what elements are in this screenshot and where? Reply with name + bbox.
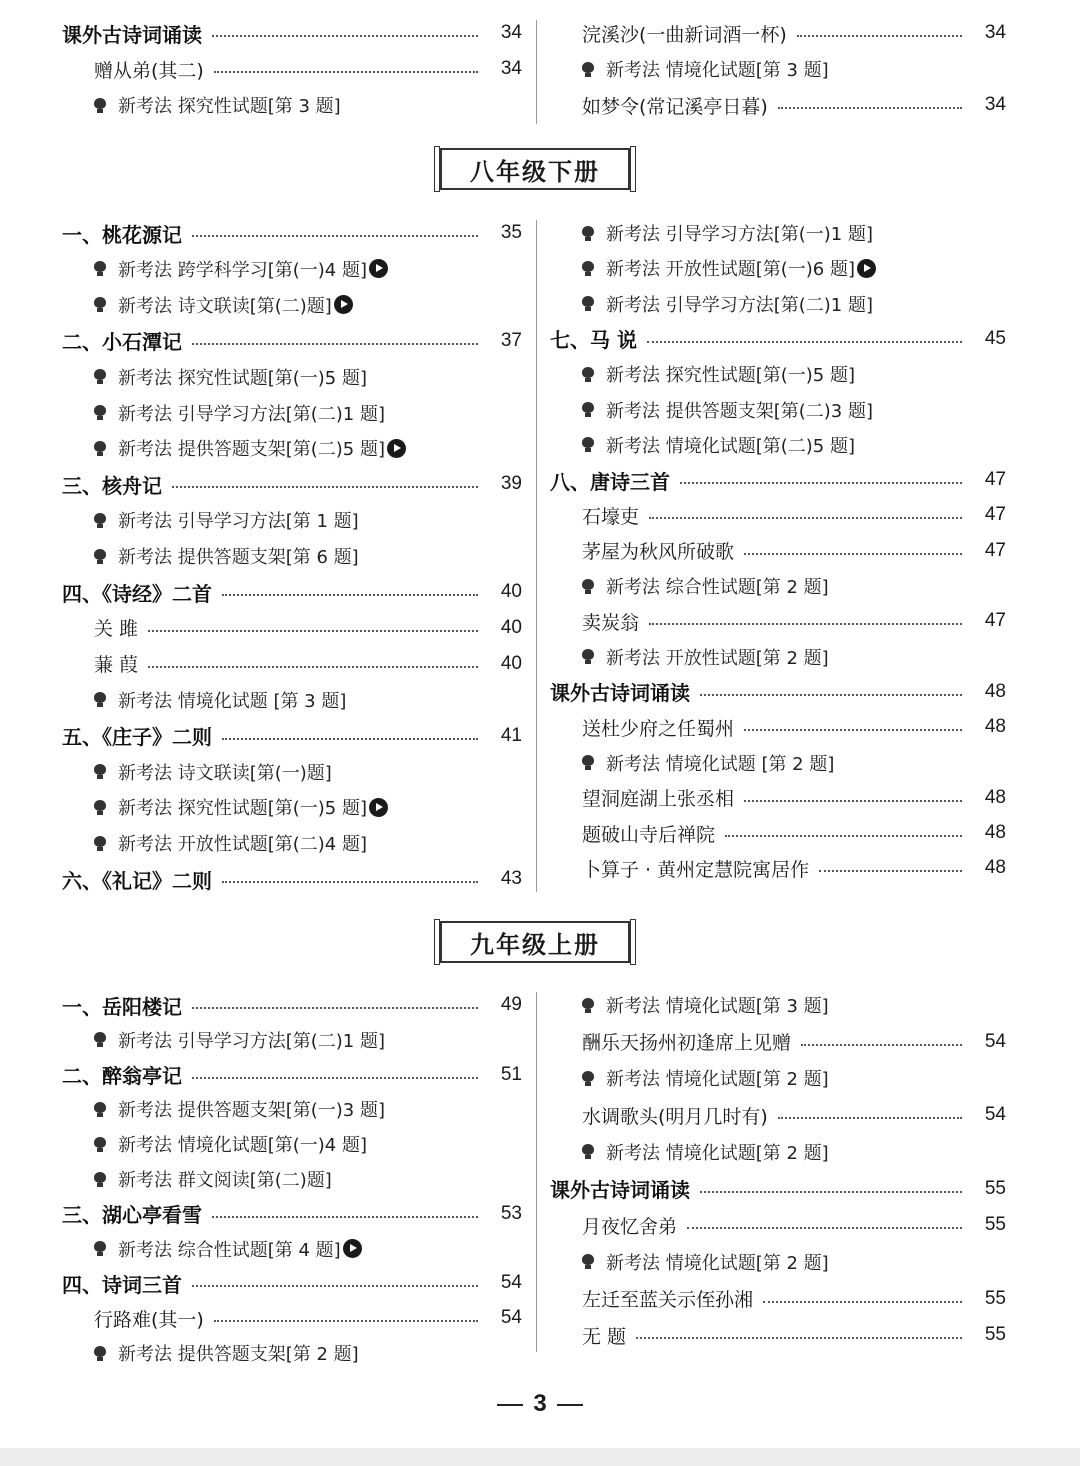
lightbulb-icon [582, 1254, 594, 1269]
section-grade9a [0, 988, 1080, 1365]
toc-entry-label: 新考法 诗文联读[第(二)题] [118, 295, 332, 317]
dot-leader [700, 694, 962, 696]
toc-poem-entry [550, 1208, 1006, 1242]
toc-entry-label: 新考法 跨学科学习[第(一)4 题] [118, 259, 367, 281]
toc-chapter-entry [62, 324, 522, 358]
dot-leader [172, 486, 478, 488]
toc-entry-label: 新考法 综合性试题[第 2 题] [606, 577, 829, 598]
toc-entry-label: 行路难(其一) [94, 1308, 204, 1331]
toc-entry-label: 左迁至蓝关示侄孙湘 [582, 1289, 754, 1312]
toc-entry-label: 新考法 探究性试题[第(一)5 题] [118, 798, 367, 820]
toc-page-number: 35 [500, 222, 522, 243]
toc-page-number: 47 [984, 469, 1006, 491]
toc-chapter-entry [62, 575, 522, 609]
lightbulb-icon [582, 296, 594, 311]
toc-entry-label: 一、岳阳楼记 [62, 994, 182, 1019]
toc-poem-entry [62, 52, 522, 86]
lightbulb-icon [94, 692, 106, 707]
toc-page-number: 55 [984, 1324, 1006, 1346]
toc-entry-label: 课外古诗词诵读 [62, 22, 202, 47]
toc-entry-label: 新考法 情境化试题[第(二)5 题] [606, 435, 855, 457]
toc-page-number: 48 [984, 857, 1006, 879]
toc-entry-label: 三、湖心亭看雪 [62, 1203, 202, 1228]
dot-leader [763, 1301, 962, 1303]
toc-entry-label: 新考法 开放性试题[第(一)6 题] [606, 259, 855, 281]
toc-entry-label: 浣溪沙(一曲新词酒一杯) [582, 23, 787, 46]
column-divider [536, 220, 537, 892]
lightbulb-icon [582, 62, 594, 77]
toc-chapter-entry [62, 216, 522, 250]
dot-leader [192, 1007, 478, 1009]
toc-exam-note [550, 746, 1006, 780]
toc-entry-label: 赠从弟(其二) [94, 59, 204, 82]
toc-page-number: 55 [984, 1287, 1006, 1309]
lightbulb-icon [94, 1241, 106, 1256]
toc-entry-label: 七、马 说 [550, 328, 637, 353]
dash-right [557, 1404, 583, 1406]
toc-entry-label: 新考法 提供答题支架[第 2 题] [118, 1344, 359, 1365]
toc-page-number: 47 [984, 539, 1006, 561]
toc-chapter-entry [62, 1058, 522, 1092]
toc-page-number: 40 [500, 652, 522, 674]
toc-page-number: 54 [500, 1272, 522, 1294]
toc-page-number: 55 [984, 1214, 1006, 1236]
toc-entry-label: 新考法 情境化试题[第 3 题] [606, 60, 829, 81]
toc-entry-label: 五、《庄子》二则 [62, 725, 212, 750]
lightbulb-icon [582, 1144, 594, 1159]
play-video-icon[interactable] [369, 798, 388, 817]
toc-entry-label: 四、诗词三首 [62, 1272, 182, 1297]
lightbulb-icon [582, 579, 594, 594]
toc-page-number: 48 [984, 786, 1006, 808]
toc-entry-label: 茅屋为秋风所破歌 [582, 541, 735, 564]
toc-entry-label: 新考法 引导学习方法[第(二)1 题] [118, 403, 385, 425]
toc-entry-label: 新考法 情境化试题[第 2 题] [606, 1252, 829, 1274]
dot-leader [687, 1227, 962, 1229]
play-video-icon[interactable] [857, 259, 876, 278]
toc-entry-label: 八、唐诗三首 [550, 469, 670, 494]
toc-entry-label: 月夜忆舍弟 [582, 1215, 678, 1238]
toc-entry-label: 蒹 葭 [94, 654, 139, 677]
dot-leader [192, 235, 478, 237]
toc-poem-entry [550, 1318, 1006, 1352]
toc-page-number: 47 [984, 610, 1006, 632]
section-top [0, 16, 1080, 126]
toc-entry-label: 三、核舟记 [62, 473, 162, 498]
lightbulb-icon [582, 367, 594, 382]
toc-chapter-entry [550, 1172, 1006, 1206]
toc-entry-label: 如梦令(常记溪亭日暮) [582, 95, 768, 118]
lightbulb-icon [94, 441, 106, 456]
toc-entry-label: 新考法 群文阅读[第(二)题] [118, 1170, 332, 1191]
toc-chapter-entry [62, 862, 522, 896]
lightbulb-icon [582, 261, 594, 276]
toc-exam-note [62, 1336, 522, 1370]
dot-leader [744, 553, 962, 555]
play-video-icon[interactable] [334, 295, 353, 314]
dot-leader [192, 1285, 478, 1287]
toc-poem-entry [550, 498, 1006, 532]
dot-leader [222, 881, 478, 883]
dot-leader [212, 1216, 478, 1218]
lightbulb-icon [582, 437, 594, 452]
toc-exam-note [550, 1135, 1006, 1169]
toc-entry-label: 水调歌头(明月几时有) [582, 1105, 768, 1128]
toc-page-number: 34 [500, 58, 522, 79]
lightbulb-icon [94, 836, 106, 851]
toc-exam-note [62, 1092, 522, 1126]
toc-entry-label: 新考法 综合性试题[第 4 题] [118, 1239, 341, 1261]
lightbulb-icon [94, 1032, 106, 1047]
toc-exam-note [550, 216, 1006, 250]
dot-leader [222, 738, 478, 740]
toc-page-number: 48 [984, 716, 1006, 738]
toc-poem-entry [550, 16, 1006, 50]
toc-entry-label: 新考法 探究性试题[第(一)5 题] [606, 365, 855, 387]
toc-poem-entry [62, 611, 522, 645]
dot-leader [725, 835, 962, 837]
toc-chapter-entry [550, 322, 1006, 356]
lightbulb-icon [582, 755, 594, 770]
toc-exam-note [62, 1162, 522, 1196]
toc-entry-label: 新考法 情境化试题 [第 3 题] [118, 690, 347, 712]
toc-exam-note [550, 287, 1006, 321]
toc-poem-entry [550, 88, 1006, 122]
lightbulb-icon [582, 998, 594, 1013]
toc-entry-label: 新考法 诗文联读[第(一)题] [118, 762, 332, 784]
play-video-icon[interactable] [369, 259, 388, 278]
toc-entry-label: 新考法 情境化试题[第 3 题] [606, 996, 829, 1017]
toc-entry-label: 新考法 开放性试题[第(二)4 题] [118, 834, 367, 856]
toc-page-number: 43 [500, 868, 522, 890]
toc-entry-label: 送杜少府之任蜀州 [582, 717, 735, 740]
dot-leader [819, 870, 962, 872]
lightbulb-icon [94, 764, 106, 779]
page-number [0, 1390, 1080, 1418]
lightbulb-icon [94, 549, 106, 564]
toc-entry-label: 新考法 情境化试题[第 2 题] [606, 1069, 829, 1091]
toc-exam-note [62, 539, 522, 573]
toc-entry-label: 新考法 引导学习方法[第(二)1 题] [606, 294, 873, 316]
dot-leader [192, 1077, 478, 1079]
toc-exam-note [550, 569, 1006, 603]
toc-entry-label: 课外古诗词诵读 [550, 1178, 690, 1202]
dot-leader [649, 623, 962, 625]
toc-exam-note [62, 755, 522, 789]
section-grade8b [0, 216, 1080, 896]
column-divider [536, 20, 537, 124]
lightbulb-icon [582, 649, 594, 664]
lightbulb-icon [94, 405, 106, 420]
toc-page-number: 49 [500, 994, 522, 1015]
play-video-icon[interactable] [387, 439, 406, 458]
toc-exam-note [550, 1245, 1006, 1279]
toc-chapter-entry [62, 1197, 522, 1231]
lightbulb-icon [94, 297, 106, 312]
toc-poem-entry [62, 1301, 522, 1335]
toc-page-number: 34 [984, 94, 1006, 115]
toc-entry-label: 新考法 开放性试题[第 2 题] [606, 647, 829, 669]
toc-page-number: 48 [984, 822, 1006, 844]
toc-chapter-entry [62, 16, 522, 50]
lightbulb-icon [94, 261, 106, 276]
toc-exam-note [62, 1127, 522, 1161]
toc-page-number: 37 [500, 329, 522, 351]
dot-leader [222, 594, 478, 596]
lightbulb-icon [94, 800, 106, 815]
toc-entry-label: 题破山寺后禅院 [582, 823, 716, 846]
toc-exam-note [62, 431, 522, 465]
dot-leader [744, 729, 962, 731]
toc-poem-entry [550, 710, 1006, 744]
toc-entry-label: 酬乐天扬州初逢席上见赠 [582, 1032, 792, 1055]
toc-entry-label: 卖炭翁 [582, 611, 640, 634]
section-banner-grade8b: 八年级下册 [440, 148, 630, 190]
toc-entry-label: 关 雎 [94, 618, 139, 641]
toc-exam-note [62, 1232, 522, 1266]
toc-exam-note [550, 357, 1006, 391]
dot-leader [647, 341, 962, 343]
toc-entry-label: 石壕吏 [582, 505, 640, 528]
dot-leader [214, 1320, 478, 1322]
dot-leader [801, 1044, 962, 1046]
toc-entry-label: 新考法 情境化试题[第 2 题] [606, 1142, 829, 1164]
dot-leader [778, 107, 962, 109]
toc-exam-note [550, 251, 1006, 285]
toc-page-number: 51 [500, 1063, 522, 1085]
toc-entry-label: 新考法 情境化试题[第(一)4 题] [118, 1135, 367, 1157]
toc-poem-entry [550, 534, 1006, 568]
toc-poem-entry [550, 781, 1006, 815]
toc-poem-entry [62, 647, 522, 681]
lightbulb-icon [582, 1071, 594, 1086]
toc-exam-note [550, 393, 1006, 427]
scan-edge [0, 1448, 1080, 1466]
toc-chapter-entry [550, 463, 1006, 497]
lightbulb-icon [94, 1172, 106, 1187]
play-video-icon[interactable] [343, 1239, 362, 1258]
toc-entry-label: 二、醉翁亭记 [62, 1064, 182, 1089]
toc-exam-note [62, 396, 522, 430]
toc-entry-label: 望洞庭湖上张丞相 [582, 788, 735, 811]
toc-page-number: 40 [500, 616, 522, 638]
toc-exam-note [62, 790, 522, 824]
toc-entry-label: 新考法 引导学习方法[第(一)1 题] [606, 224, 873, 245]
dash-left [497, 1404, 523, 1406]
dot-leader [148, 666, 478, 668]
toc-page-number: 34 [500, 22, 522, 43]
dot-leader [148, 630, 478, 632]
toc-entry-label: 四、《诗经》二首 [62, 581, 212, 606]
lightbulb-icon [582, 226, 594, 241]
dot-leader [680, 482, 962, 484]
toc-entry-label: 卜算子 · 黄州定慧院寓居作 [582, 858, 810, 881]
toc-poem-entry [550, 604, 1006, 638]
section-banner-grade9a: 九年级上册 [440, 921, 630, 963]
toc-exam-note [550, 52, 1006, 86]
toc-page-number: 47 [984, 504, 1006, 526]
dot-leader [700, 1191, 962, 1193]
toc-page-number: 45 [984, 327, 1006, 349]
toc-exam-note [62, 288, 522, 322]
toc-page-number: 54 [984, 1104, 1006, 1126]
toc-chapter-entry [62, 988, 522, 1022]
toc-page-number: 48 [984, 680, 1006, 702]
toc-exam-note [62, 503, 522, 537]
toc-entry-label: 二、小石潭记 [62, 330, 182, 355]
toc-entry-label: 新考法 探究性试题[第 3 题] [118, 96, 341, 117]
toc-entry-label: 无 题 [582, 1325, 627, 1348]
toc-entry-label: 新考法 探究性试题[第(一)5 题] [118, 367, 367, 389]
dot-leader [778, 1117, 962, 1119]
toc-page-number: 40 [500, 581, 522, 602]
toc-entry-label: 六、《礼记》二则 [62, 868, 212, 893]
column-divider [536, 992, 537, 1352]
lightbulb-icon [94, 1137, 106, 1152]
toc-exam-note [62, 1023, 522, 1057]
dot-leader [744, 800, 962, 802]
toc-page-number: 34 [984, 22, 1006, 43]
toc-entry-label: 新考法 情境化试题 [第 2 题] [606, 753, 835, 775]
lightbulb-icon [94, 513, 106, 528]
dot-leader [797, 35, 962, 37]
toc-poem-entry [550, 1025, 1006, 1059]
dot-leader [214, 71, 478, 73]
toc-page-number: 39 [500, 473, 522, 495]
toc-chapter-entry [62, 1266, 522, 1300]
toc-chapter-entry [550, 675, 1006, 709]
lightbulb-icon [94, 1102, 106, 1117]
toc-poem-entry [550, 1098, 1006, 1132]
toc-exam-note [62, 360, 522, 394]
toc-entry-label: 新考法 提供答题支架[第(二)5 题] [118, 439, 385, 461]
toc-chapter-entry [62, 467, 522, 501]
lightbulb-icon [582, 402, 594, 417]
toc-entry-label: 一、桃花源记 [62, 222, 182, 247]
toc-exam-note [62, 88, 522, 122]
dot-leader [212, 35, 478, 37]
toc-entry-label: 新考法 提供答题支架[第(二)3 题] [606, 400, 873, 422]
toc-poem-entry [550, 851, 1006, 885]
toc-exam-note [62, 252, 522, 286]
toc-exam-note [62, 826, 522, 860]
lightbulb-icon [94, 98, 106, 113]
toc-entry-label: 课外古诗词诵读 [550, 681, 690, 706]
dot-leader [649, 517, 962, 519]
toc-exam-note [62, 683, 522, 717]
page-number-text: 3 [533, 1390, 547, 1417]
toc-page-number: 54 [984, 1030, 1006, 1052]
toc-exam-note [550, 988, 1006, 1022]
toc-exam-note [550, 1061, 1006, 1095]
toc-page-number: 55 [984, 1177, 1006, 1199]
toc-page-number: 41 [500, 724, 522, 746]
toc-page-number: 54 [500, 1307, 522, 1329]
dot-leader [192, 343, 478, 345]
toc-exam-note [550, 428, 1006, 462]
toc-entry-label: 新考法 引导学习方法[第 1 题] [118, 511, 359, 533]
toc-chapter-entry [62, 719, 522, 753]
lightbulb-icon [94, 1346, 106, 1361]
toc-entry-label: 新考法 提供答题支架[第 6 题] [118, 547, 359, 569]
toc-page-number: 53 [500, 1202, 522, 1224]
toc-entry-label: 新考法 引导学习方法[第(二)1 题] [118, 1030, 385, 1052]
toc-poem-entry [550, 816, 1006, 850]
toc-poem-entry [550, 1282, 1006, 1316]
dot-leader [636, 1337, 962, 1339]
lightbulb-icon [94, 369, 106, 384]
toc-exam-note [550, 640, 1006, 674]
toc-entry-label: 新考法 提供答题支架[第(一)3 题] [118, 1100, 385, 1122]
